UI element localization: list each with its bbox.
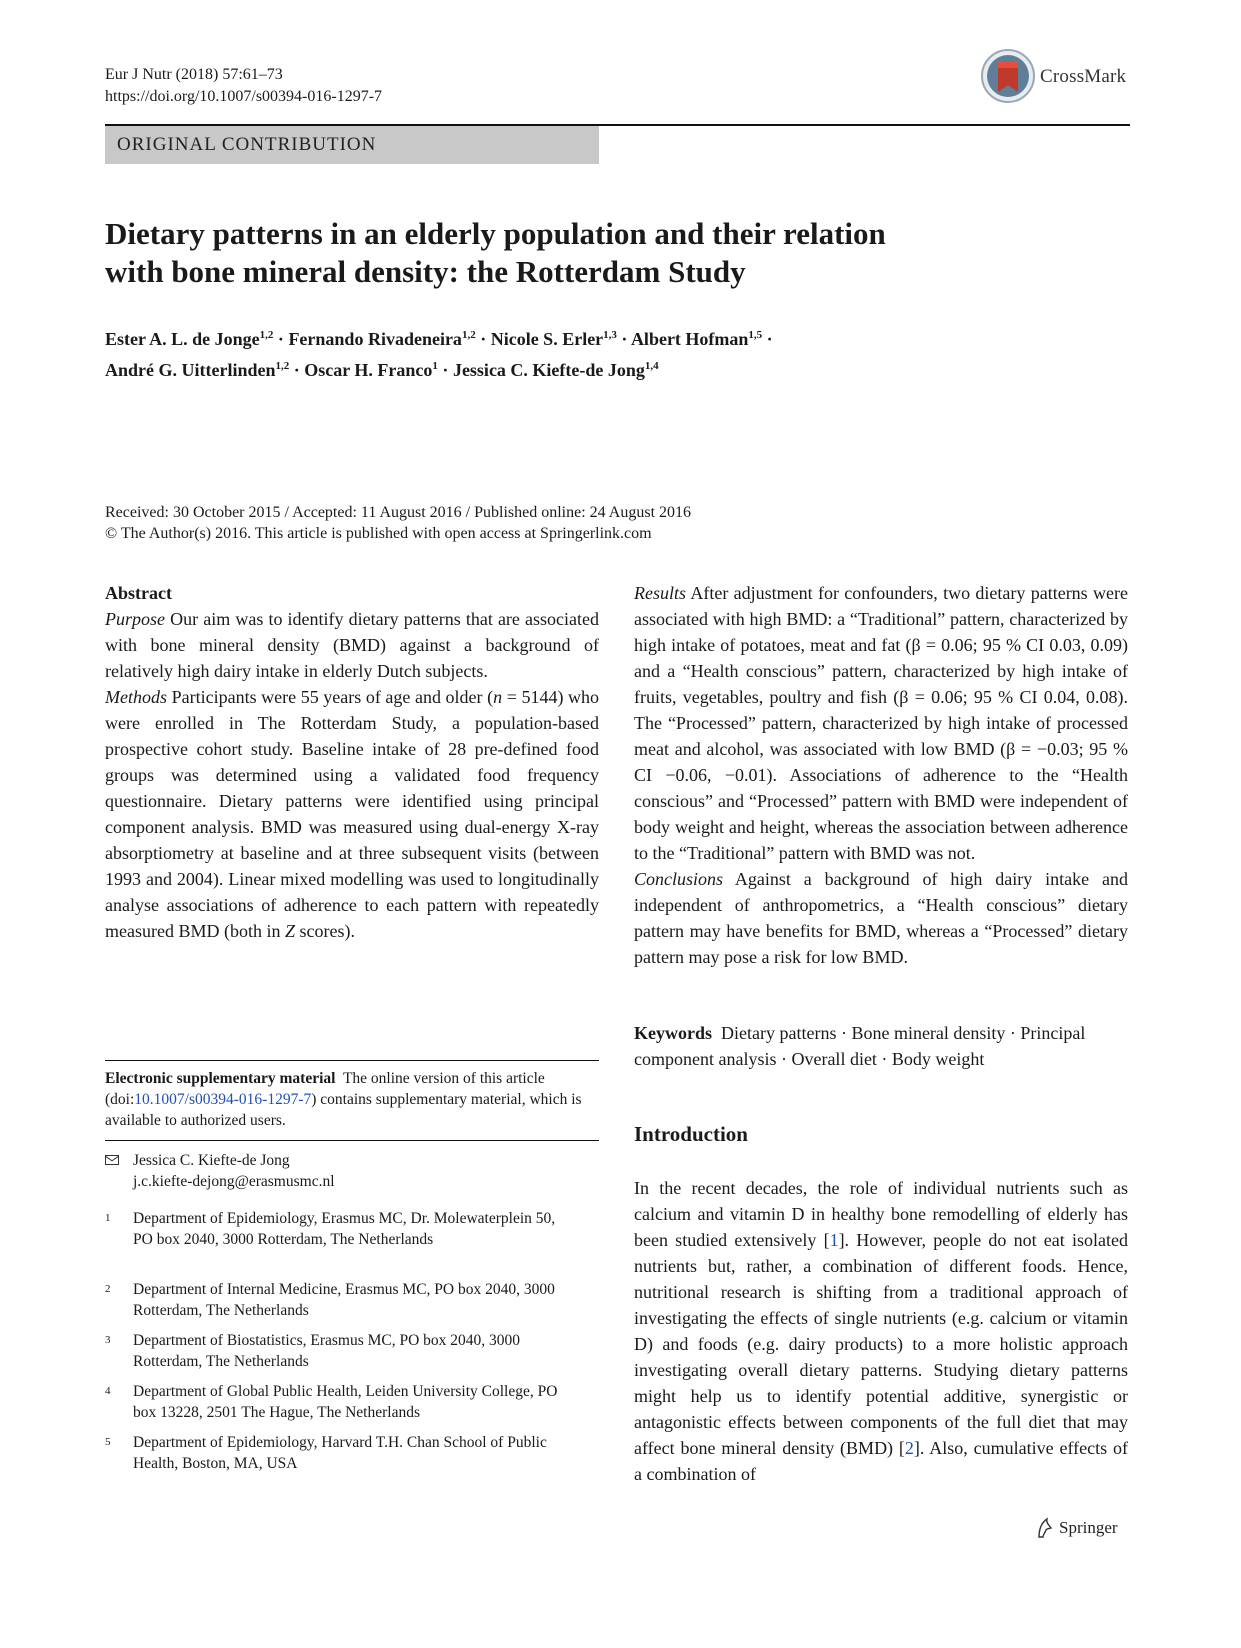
correspondence-name: Jessica C. Kiefte-de Jong [133,1152,290,1169]
crossmark-label: CrossMark [1040,66,1127,87]
affiliation-number: 4 [105,1385,111,1397]
crossmark-badge[interactable] [980,48,1130,104]
springer-horse-icon [1035,1517,1055,1539]
esm-text-2: ) contains supplementary material, which is available to authorized users. [105,1091,582,1129]
author-line-2: André G. Uitterlinden$^{1,2}$ · Oscar H. Franco$^1$ · Jessica C. Kiefte-de Jong$^{1,4}$ [105,360,659,380]
affiliation-text: Department of Biostatistics, Erasmus MC, PO box 2040, 3000 Rotterdam, The Netherlands [133,1332,521,1370]
springer-logo [1035,1515,1135,1545]
correspondence [105,1150,599,1194]
methods-z: Z [284,921,295,941]
affiliation-item [105,1208,599,1270]
abstract-results [634,580,1128,866]
author-name[interactable]: Nicole S. Erler [490,329,604,349]
results-label: Results [634,583,686,603]
affiliation-text: Department of Epidemiology, Erasmus MC, Dr. Molewaterplein 50, PO box 2040, 3000 Rotterdam, The Netherlands [133,1210,556,1248]
keywords-label: Keywords [634,1023,712,1043]
article-doi[interactable]: https://doi.org/10.1007/s00394-016-1297-7 [105,88,383,105]
affiliation-text: Department of Internal Medicine, Erasmus MC, PO box 2040, 3000 Rotterdam, The Netherlands [133,1281,555,1319]
springer-label: Springer [1059,1518,1118,1537]
abstract-left [105,580,599,944]
abstract-conclusions [634,866,1128,970]
author-name[interactable]: Ester A. L. de Jonge [105,329,260,349]
title-line-1: Dietary patterns in an elderly population and their relation [105,216,886,251]
affiliation-text: Department of Epidemiology, Harvard T.H. Chan School of Public Health, Boston, MA, USA [133,1434,547,1472]
author-name[interactable]: Jessica C. Kiefte-de Jong [452,360,645,380]
methods-label: Methods [105,687,167,707]
introduction-heading: Introduction [634,1122,748,1146]
conclusions-text: Against a background of high dairy intake and independent of anthropometrics, a “Health conscious” dietary pattern may have benefits for BMD, whereas a “Processed” dietary pattern may pose a risk for low BMD. [634,869,1128,967]
author-name[interactable]: Oscar H. Franco [304,360,433,380]
affiliation-number: 5 [105,1436,111,1448]
affiliation-item [105,1330,599,1372]
section-banner [105,126,599,164]
article-dates [105,502,1005,544]
envelope-icon [105,1155,119,1165]
intro-text-2: ]. However, people do not eat isolated nutrients but, rather, a combination of different foods. Hence, nutritional research is shifting from a traditional approach of investigating the effects of single nutrients (e.g. calcium or vitamin D) and foods (e.g. dairy products) to a more holistic approach investigating overall dietary patterns. Studying dietary patterns might help us to identify potential additive, synergistic or antagonistic effects between components of the full diet that may affect bone mineral density (BMD) [ [634,1230,1128,1458]
purpose-text: Our aim was to identify dietary patterns that are associated with bone mineral density (BMD) against a background of relatively high dairy intake in elderly Dutch subjects. [105,609,600,681]
esm-label: Electronic supplementary material [105,1070,336,1087]
introduction-text [634,1175,1128,1487]
supplementary-material-note [105,1068,599,1131]
title-line-2: with bone mineral density: the Rotterdam Study [105,254,746,289]
author-name[interactable]: Albert Hofman [630,329,749,349]
correspondence-email[interactable]: j.c.kiefte-dejong@erasmusmc.nl [133,1173,335,1190]
affiliation-item [105,1381,599,1423]
author-line-1: Ester A. L. de Jonge$^{1,2}$ · Fernando Rivadeneira$^{1,2}$ · Nicole S. Erler$^{1,3}$ · Albert Hofman$^{1,5}$ · [105,329,773,349]
journal-citation: Eur J Nutr (2018) 57:61–73 [105,66,283,83]
abstract-methods [105,684,599,944]
affiliation-number: 2 [105,1283,111,1295]
author-name[interactable]: Fernando Rivadeneira [288,329,462,349]
results-text: After adjustment for confounders, two dietary patterns were associated with high BMD: a “Traditional” pattern, characterized by high intake of potatoes, meat and fat (β = 0.06; 95 % CI 0.03, 0.09) and a “Health conscious” pattern, characterized by high intake of fruits, vegetables, poultry and fish (β = 0.06; 95 % CI 0.04, 0.08). The “Processed” pattern, characterized by high intake of processed meat and alcohol, was associated with low BMD (β = −0.03; 95 % CI −0.06, −0.01). Associations of adherence to the “Health conscious” and “Processed” pattern with BMD were independent of body weight and height, whereas the association between adherence to the “Traditional” pattern with BMD was not. [634,583,1128,863]
methods-text-2: = 5144) who were enrolled in The Rotterdam Study, a population-based prospective cohort study. Baseline intake of 28 pre-defined food groups was determined using a validated food frequency questionnaire. Dietary patterns were identified using principal component analysis. BMD was measured using dual-energy X-ray absorptiometry at baseline and at three subsequent visits (between 1993 and 2004). Linear mixed modelling was used to longitudinally analyse associations of adherence to each pattern with repeatedly measured BMD (both in [105,687,600,941]
abstract-right [634,580,1128,970]
citation-link[interactable]: 2 [904,1438,914,1458]
copyright-notice: © The Author(s) 2016. This article is published with open access at Springerlink.com [105,525,652,542]
correspondence-text [133,1150,593,1192]
methods-text-3: scores). [295,921,355,941]
author-affiliation: 1 [432,360,438,372]
purpose-label: Purpose [105,609,165,629]
intro-text-3: ]. Also, cumulative effects of a combination of [634,1438,1128,1484]
author-name[interactable]: André G. Uitterlinden [105,360,276,380]
article-title [105,215,1005,291]
author-affiliation: 1,2 [275,360,290,372]
conclusions-label: Conclusions [634,869,724,889]
affiliation-text: Department of Global Public Health, Leiden University College, PO box 13228, 2501 The Hague, The Netherlands [133,1383,558,1421]
citation-link[interactable]: 1 [829,1230,839,1250]
affiliation-number: 3 [105,1334,111,1346]
author-affiliation: 1,5 [748,329,763,341]
section-label: ORIGINAL CONTRIBUTION [117,134,377,155]
author-list [105,322,1005,384]
methods-n: n [493,687,503,707]
esm-text-1: The online version of this article (doi: [105,1070,545,1108]
keywords [634,1020,1128,1072]
abstract-heading: Abstract [105,583,172,603]
footnote-divider [105,1060,599,1061]
abstract-purpose [105,606,599,684]
crossmark-logo-icon [980,48,1036,104]
affiliation-item [105,1432,599,1474]
keywords-text: Dietary patterns · Bone mineral density · Principal component analysis · Overall diet · Body weight [634,1023,1086,1069]
author-affiliation: 1,2 [259,329,274,341]
esm-doi-link[interactable]: 10.1007/s00394-016-1297-7 [134,1091,312,1108]
affiliation-number: 1 [105,1212,111,1224]
author-affiliation: 1,3 [603,329,617,341]
author-affiliation: 1,2 [461,329,476,341]
author-affiliation: 1,4 [644,360,659,372]
affiliation-item [105,1279,599,1321]
methods-text-1: Participants were 55 years of age and older ( [171,687,494,707]
correspondence-divider [105,1140,599,1141]
received-accepted-published: Received: 30 October 2015 / Accepted: 11 August 2016 / Published online: 24 August 2016 [105,504,692,521]
intro-text-1: In the recent decades, the role of individual nutrients such as calcium and vitamin D in healthy bone remodelling of elderly has been studied extensively [ [634,1178,1128,1250]
